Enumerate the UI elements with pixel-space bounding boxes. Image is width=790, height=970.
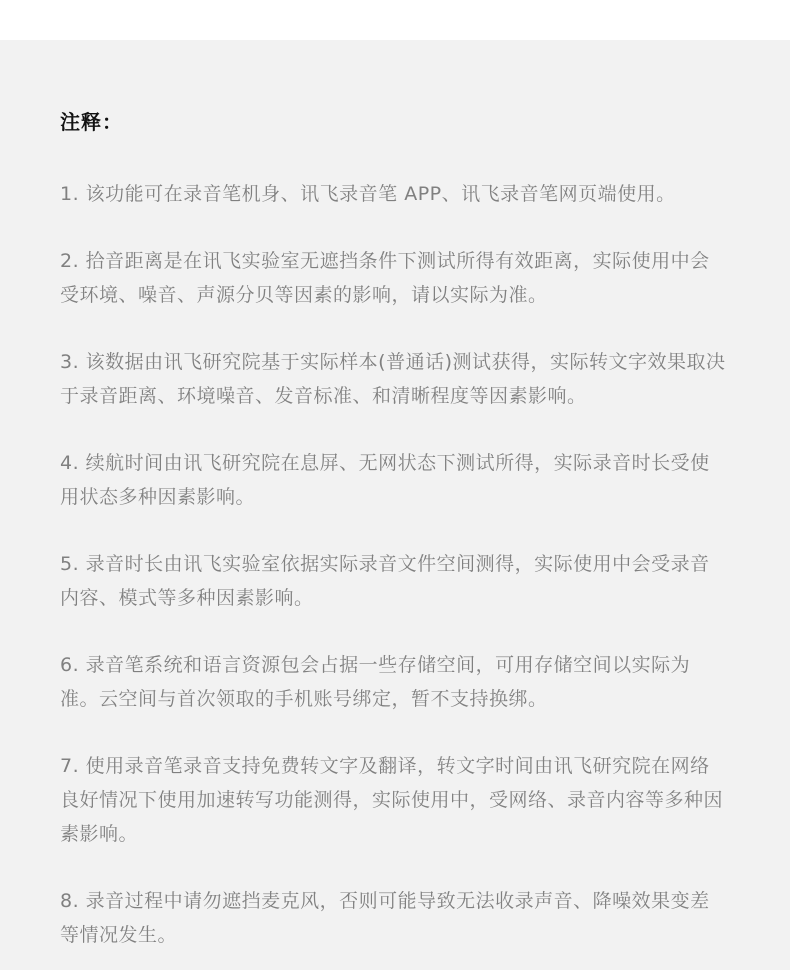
note-item-1: 1. 该功能可在录音笔机身、讯飞录音笔 APP、讯飞录音笔网页端使用。 — [60, 183, 676, 205]
note-item-2: 2. 拾音距离是在讯飞实验室无遮挡条件下测试所得有效距离，实际使用中会受环境、噪音、声源分贝等因素的影响，请以实际为准。 — [60, 250, 710, 306]
note-item-5: 5. 录音时长由讯飞实验室依据实际录音文件空间测得，实际使用中会受录音内容、模式等多种因素影响。 — [60, 553, 710, 609]
top-blank-area — [0, 0, 790, 40]
notes-panel — [0, 40, 790, 970]
note-item-4: 4. 续航时间由讯飞研究院在息屏、无网状态下测试所得，实际录音时长受使用状态多种因素影响。 — [60, 452, 710, 508]
note-item-7: 7. 使用录音笔录音支持免费转文字及翻译，转文字时间由讯飞研究院在网络良好情况下使用加速转写功能测得，实际使用中，受网络、录音内容等多种因素影响。 — [60, 755, 724, 845]
note-item-6: 6. 录音笔系统和语言资源包会占据一些存储空间，可用存储空间以实际为准。云空间与首次领取的手机账号绑定，暂不支持换绑。 — [60, 654, 691, 710]
note-item-8: 8. 录音过程中请勿遮挡麦克风，否则可能导致无法收录声音、降噪效果变差等情况发生。 — [60, 890, 710, 946]
notes-heading: 注释： — [60, 110, 123, 134]
note-item-3: 3. 该数据由讯飞研究院基于实际样本(普通话)测试获得，实际转文字效果取决于录音距离、环境噪音、发音标准、和清晰程度等因素影响。 — [60, 351, 726, 407]
